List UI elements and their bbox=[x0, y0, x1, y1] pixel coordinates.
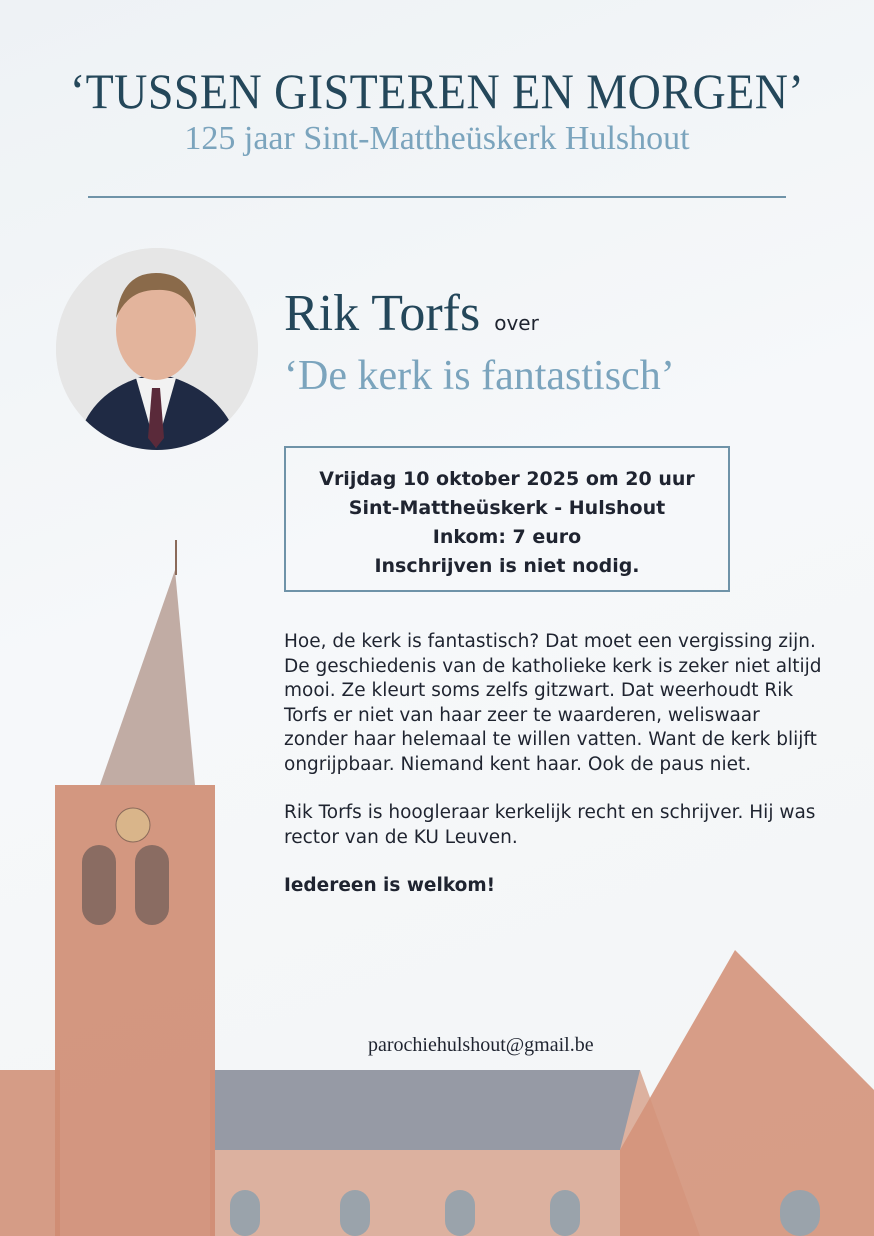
speaker-name: Rik Torfs bbox=[284, 285, 481, 342]
event-price: Inkom: 7 euro bbox=[432, 526, 582, 548]
description bbox=[284, 630, 824, 923]
speaker-photo bbox=[56, 248, 258, 450]
event-registration: Inschrijven is niet nodig. bbox=[374, 555, 640, 577]
poster-title: ‘TUSSEN GISTEREN EN MORGEN’ bbox=[69, 63, 805, 119]
event-info-box bbox=[284, 446, 730, 592]
event-location: Sint-Mattheüskerk - Hulshout bbox=[348, 497, 666, 519]
talk-topic: ‘De kerk is fantastisch’ bbox=[284, 353, 675, 399]
divider bbox=[88, 196, 786, 198]
event-date-time: Vrijdag 10 oktober 2025 om 20 uur bbox=[319, 468, 695, 490]
speaker-heading bbox=[284, 284, 539, 343]
description-paragraph: Hoe, de kerk is fantastisch? Dat moet een vergissing zijn. De geschiedenis van de katholieke kerk is zeker niet altijd mooi. Ze kleurt soms zelfs gitzwart. Dat weerhoudt Rik Torfs er niet van haar zeer te waarderen, weliswaar zonder haar helemaal te willen vatten. Want de kerk blijft ongrijpbaar. Niemand kent haar. Ook de paus niet. bbox=[284, 631, 822, 775]
welcome-text: Iedereen is welkom! bbox=[284, 875, 496, 896]
contact-email[interactable]: parochiehulshout@gmail.be bbox=[368, 1034, 594, 1056]
speaker-connector: over bbox=[494, 311, 539, 335]
poster-subtitle: 125 jaar Sint-Mattheüskerk Hulshout bbox=[184, 120, 690, 157]
description-paragraph: Rik Torfs is hoogleraar kerkelijk recht en schrijver. Hij was rector van de KU Leuven. bbox=[284, 802, 816, 848]
